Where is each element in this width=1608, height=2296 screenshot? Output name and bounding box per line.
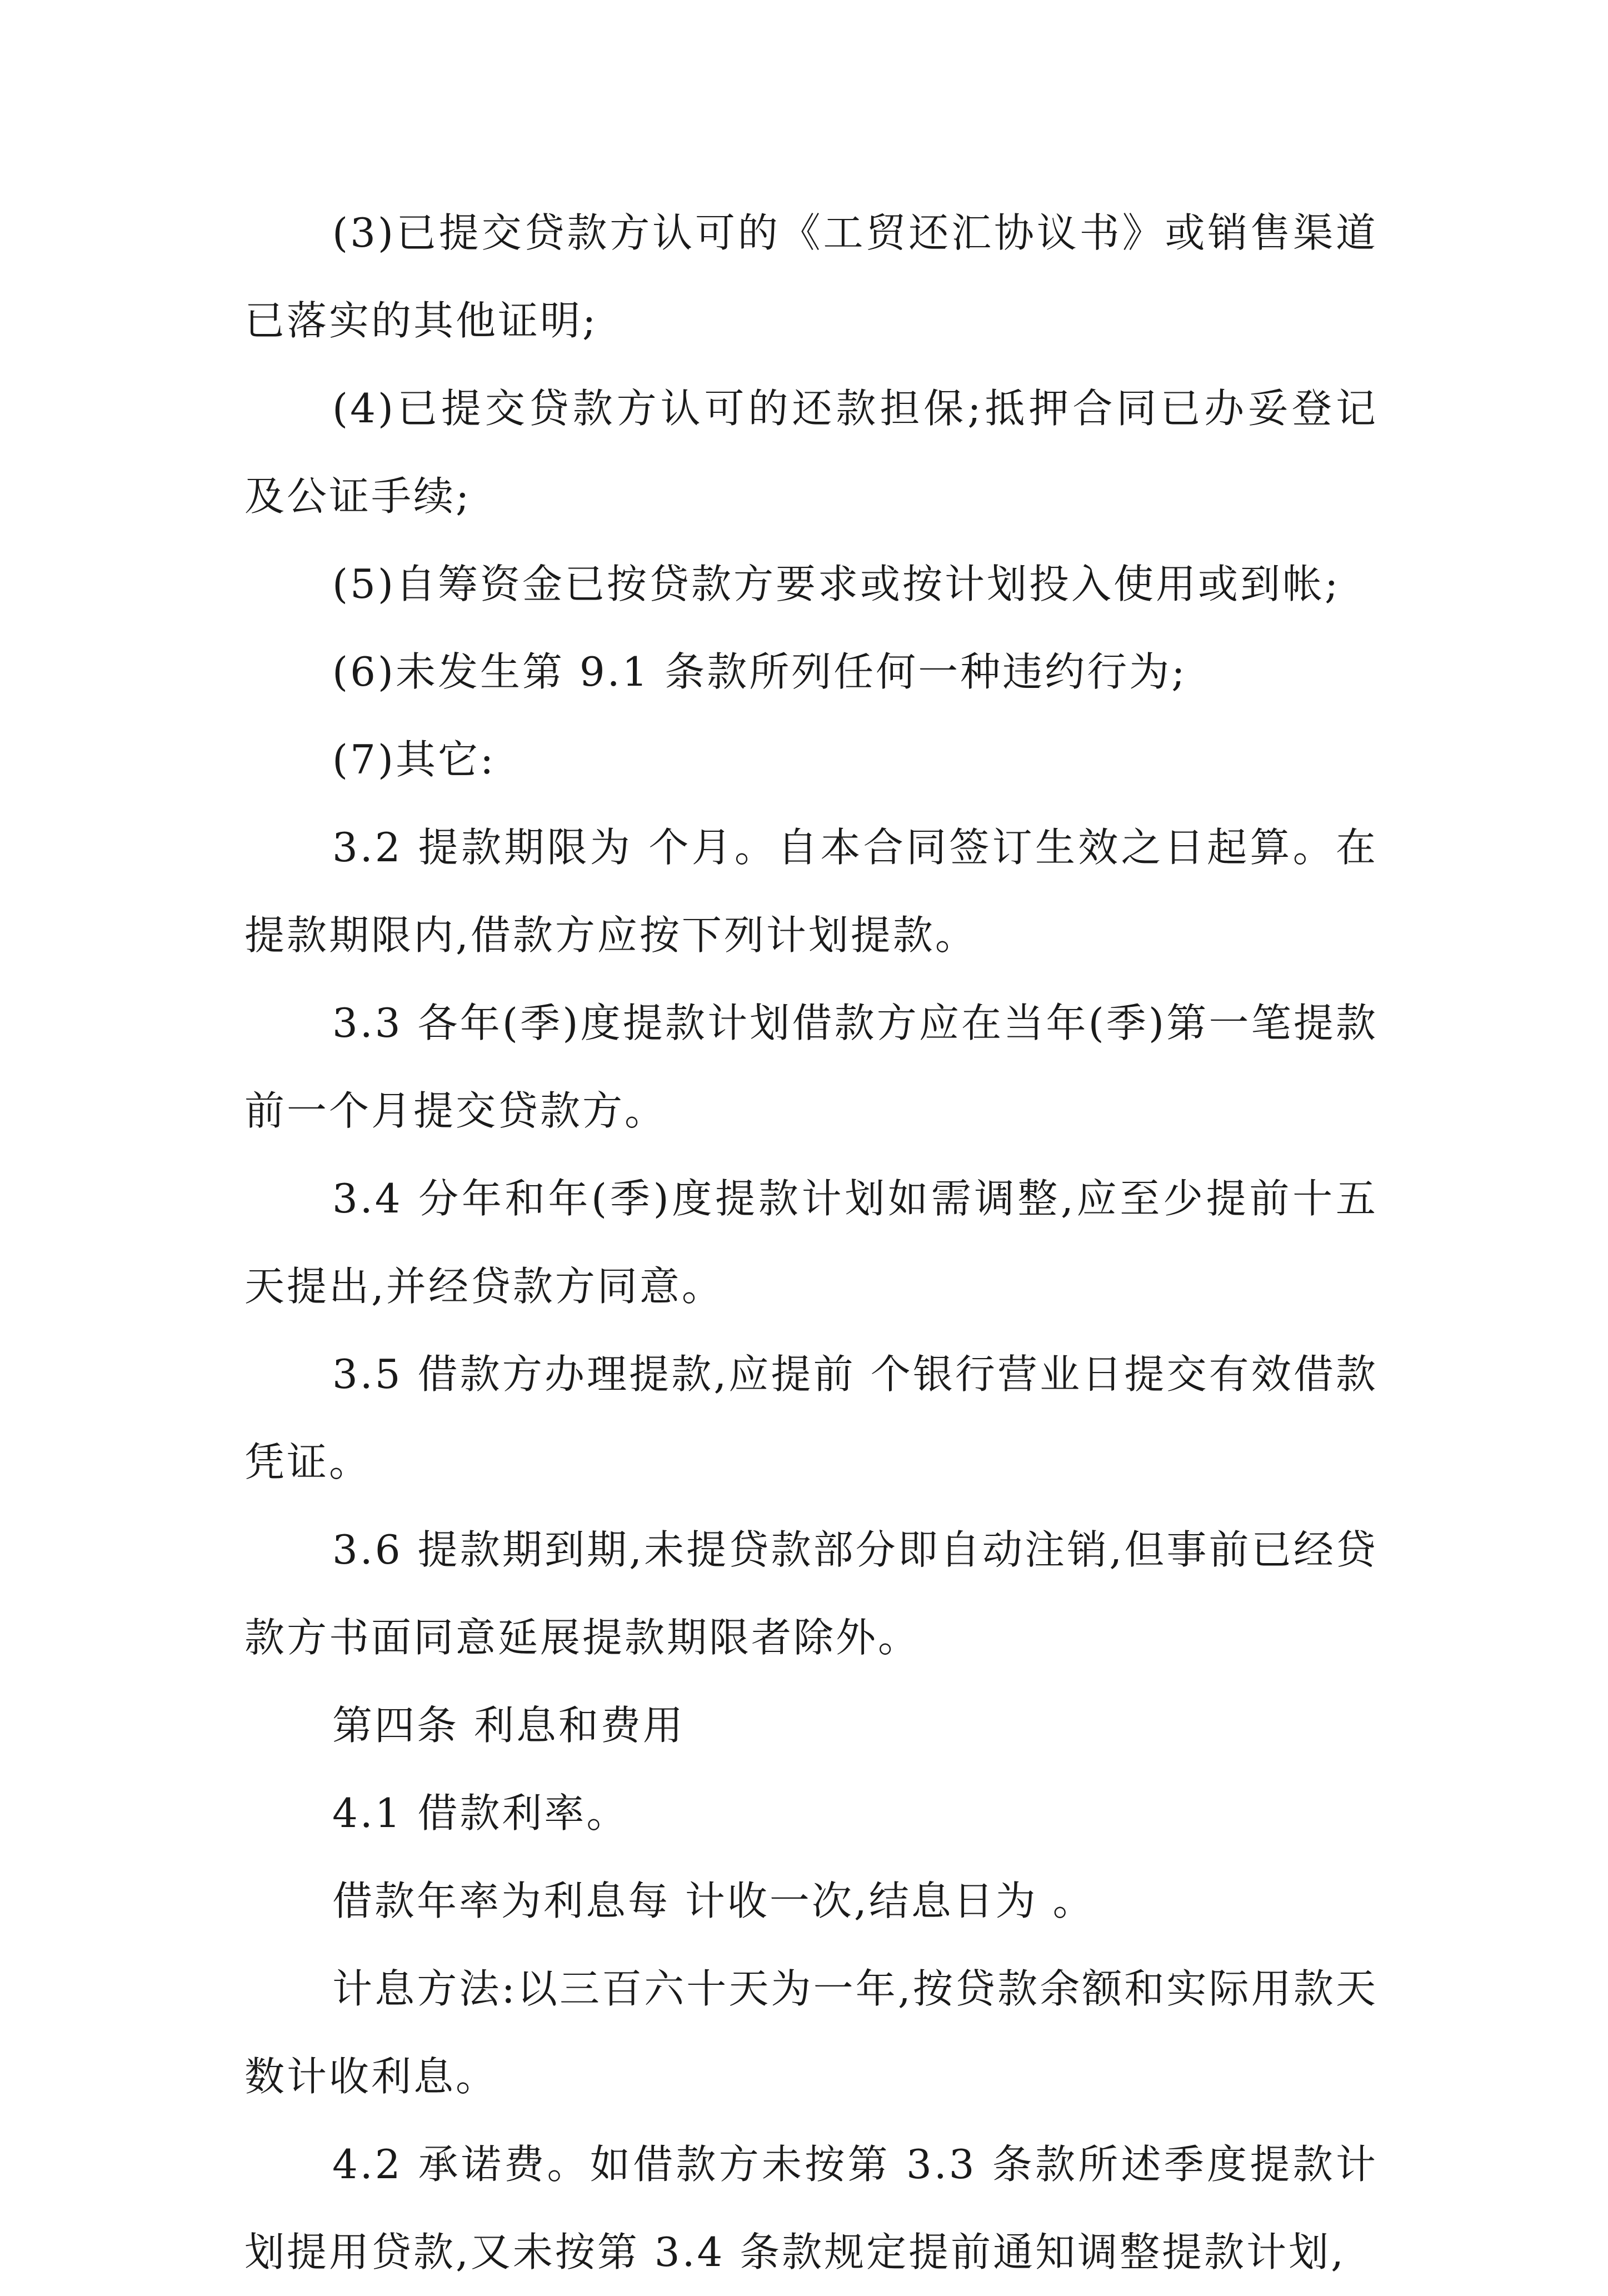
paragraph-item-5: (5)自筹资金已按贷款方要求或按计划投入使用或到帐; — [332, 561, 1341, 607]
paragraph-clause-3-6: 3.6 提款期到期,未提贷款部分即自动注销,但事前已经贷款方书面同意延展提款期限者除外。 — [244, 1526, 1378, 1661]
paragraph-interest-method: 计息方法:以三百六十天为一年,按贷款余额和实际用款天数计收利息。 — [244, 1965, 1378, 2100]
paragraph-clause-3-4: 3.4 分年和年(季)度提款计划如需调整,应至少提前十五天提出,并经贷款方同意。 — [244, 1175, 1378, 1310]
paragraph-item-3: (3)已提交贷款方认可的《工贸还汇协议书》或销售渠道已落实的其他证明; — [244, 209, 1378, 344]
paragraph-clause-4-1: 4.1 借款利率。 — [332, 1790, 629, 1836]
paragraph-clause-3-2: 3.2 提款期限为 个月。自本合同签订生效之日起算。在提款期限内,借款方应按下列计划提款。 — [244, 824, 1378, 959]
paragraph-clause-4-2: 4.2 承诺费。如借款方未按第 3.3 条款所述季度提款计划提用贷款,又未按第 3.4 条款规定提前通知调整提款计划, — [244, 2141, 1378, 2275]
paragraph-item-7: (7)其它: — [332, 736, 496, 783]
paragraph-item-4: (4)已提交贷款方认可的还款担保;抵押合同已办妥登记及公证手续; — [244, 385, 1378, 520]
paragraph-interest-rate: 借款年率为利息每 计收一次,结息日为 。 — [332, 1878, 1095, 1924]
document-body — [244, 189, 1378, 2296]
article-heading-4: 第四条 利息和费用 — [332, 1702, 685, 1749]
paragraph-clause-3-5: 3.5 借款方办理提款,应提前 个银行营业日提交有效借款凭证。 — [244, 1351, 1378, 1485]
paragraph-clause-3-3: 3.3 各年(季)度提款计划借款方应在当年(季)第一笔提款前一个月提交贷款方。 — [244, 1000, 1378, 1134]
paragraph-item-6: (6)未发生第 9.1 条款所列任何一种违约行为; — [332, 648, 1187, 695]
